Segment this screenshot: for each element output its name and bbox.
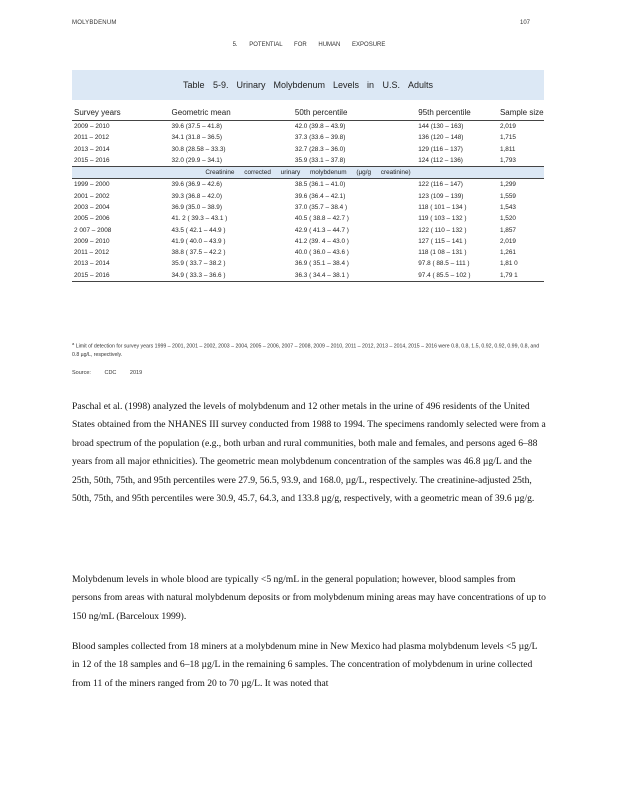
table-source: Source: CDC 2019 <box>72 370 143 376</box>
table-title-part: Adults <box>408 80 434 90</box>
table-cell: 1,559 <box>499 192 516 200</box>
table-cell: 118 (1 08 – 131 ) <box>418 249 467 257</box>
table-title-part: Levels <box>333 80 360 90</box>
table-cell: 2013 – 2014 <box>74 260 110 268</box>
page-number: 107 <box>519 20 530 26</box>
table-row <box>72 190 544 201</box>
table-cell: 39.6 (37.5 – 41.8) <box>171 123 222 131</box>
table-cell: 38.5 (36.1 – 41.0) <box>294 181 346 189</box>
table-cell: 2005 – 2006 <box>74 215 110 223</box>
table-cell: 136 (120 – 148) <box>418 134 464 142</box>
running-header-title: MOLYBDENUM <box>72 20 117 26</box>
table-row <box>72 155 544 167</box>
table-cell: 118 ( 101 – 134 ) <box>418 203 467 211</box>
table-cell: 2001 – 2002 <box>74 192 110 200</box>
table-row <box>72 132 544 143</box>
table-cell: 2009 – 2010 <box>74 123 110 131</box>
table-cell: 34.9 ( 33.3 – 36.6 ) <box>172 270 295 282</box>
table-row <box>72 213 544 224</box>
data-table <box>72 100 544 282</box>
table-title-part: in U.S. <box>367 80 401 90</box>
paragraph: Paschal et al. (1998) analyzed the levels of molybdenum and 12 other metals in the urine of 496 residents of the United States obtained from the NHANES III survey conducted from 1988 to 1994. The specimens randomly selected were from a broad spectrum of the population (e.g., both urban and rural communities, both male and females, and persons aged 6–88 years from all major ethnicities). The geometric mean molybdenum concentration of the samples was 46.8 µg/L and the 25th, 50th, 75th, and 95th percentiles were 27.9, 56.5, 93.9, and 168.0, µg/L, respectively. The creatinine-adjusted 25th, 50th, 75th, and 95th percentiles were 30.9, 45.7, 64.3, and 133.8 µg/g, respectively, with a geometric mean of 39.6 µg/g. <box>72 401 546 505</box>
table-cell: 2009 – 2010 <box>74 237 110 245</box>
table-cell: 2015 – 2016 <box>72 270 172 282</box>
table-cell: 30.8 (28.58 – 33.3) <box>171 145 226 153</box>
table-cell: 35.9 ( 33.7 – 38.2 ) <box>171 260 226 268</box>
col-header: Survey years <box>72 100 172 121</box>
table-cell: 1,857 <box>499 226 516 234</box>
table-title <box>72 70 544 100</box>
table-cell: 43.5 ( 42.1 – 44.9 ) <box>171 226 226 234</box>
table-cell: 38.8 ( 37.5 – 42.2 ) <box>171 249 226 257</box>
table-cell: 1,715 <box>499 134 516 142</box>
col-header: Geometric mean <box>172 100 295 121</box>
paragraph: Blood samples collected from 18 miners at a molybdenum mine in New Mexico had plasma molybdenum levels <5 µg/L in 12 of the 18 samples and 6–18 µg/L in the remaining 6 samples. The concentration of molybdenum in urine collected from 11 of the miners ranged from 20 to 70 µg/L. It was noted that <box>72 641 538 689</box>
table-cell: 122 ( 110 – 132 ) <box>418 226 467 234</box>
table-row <box>72 202 544 213</box>
col-header: Sample size <box>500 100 544 121</box>
table-cell: 97.4 ( 85.5 – 102 ) <box>418 270 500 282</box>
table-row <box>72 236 544 247</box>
table-cell: 39.6 (36.9 – 42.6) <box>171 181 222 189</box>
table-row <box>72 247 544 258</box>
table-cell: 41.2 (39. 4 – 43.0 ) <box>294 237 349 245</box>
table-cell: 42.0 (39.8 – 43.9) <box>294 123 346 131</box>
table-cell: 2003 – 2004 <box>74 203 110 211</box>
table-cell: 1,543 <box>499 203 516 211</box>
table-cell: 2 007 – 2008 <box>74 226 112 234</box>
table-subheader: Creatinine corrected urinary molybdenum (µg/g creatinine) <box>72 167 544 179</box>
table-title-part: Urinary <box>236 80 266 90</box>
table-cell: 40.5 ( 38.8 – 42.7 ) <box>294 215 349 223</box>
table-cell: 41. 2 ( 39.3 – 43.1 ) <box>171 215 228 223</box>
table-row <box>72 224 544 235</box>
table-row <box>72 258 544 269</box>
table-cell: 37.0 (35.7 – 38.4 ) <box>294 203 348 211</box>
molybdenum-table <box>72 70 544 282</box>
table-cell: 144 (130 – 163) <box>418 123 464 131</box>
table-row <box>72 179 544 191</box>
table-title-part: Molybdenum <box>273 80 326 90</box>
table-cell: 1,811 <box>499 145 516 153</box>
table-row <box>72 144 544 155</box>
footnote-text: Limit of detection for survey years 1999 – 2001, 2001 – 2002, 2003 – 2004, 2005 – 2006, 2007 – 2008, 2009 – 2010, 2011 – 2012, 2013 – 2014, 2015 – 2016 were 0.8, 0.8, 1.5, 0.92, 0.92, 0.99, 0.8, and 0.8 µg/L, respectively. <box>72 343 540 359</box>
table-cell: 32.7 (28.3 – 36.0) <box>294 145 346 153</box>
table-title-part: Table 5-9. <box>182 80 229 90</box>
table-cell: 42.9 ( 41.3 – 44.7 ) <box>294 226 349 234</box>
table-cell: 36.3 ( 34.4 – 38.1 ) <box>295 270 418 282</box>
table-cell: 2011 – 2012 <box>74 134 110 142</box>
table-cell: 2013 – 2014 <box>74 145 110 153</box>
paragraph: Molybdenum levels in whole blood are typically <5 ng/mL in the general population; however, blood samples from persons from areas with natural molybdenum deposits or from molybdenum mining areas may have concentrations of up to 150 ng/mL (Barceloux 1999). <box>72 574 546 622</box>
table-row <box>72 121 544 133</box>
chapter-title: 5. POTENTIAL FOR HUMAN EXPOSURE <box>232 42 386 48</box>
table-cell: 40.0 ( 36.0 – 43.6 ) <box>294 249 349 257</box>
table-cell: 2015 – 2016 <box>74 157 110 165</box>
table-cell: 119 ( 103 – 132 ) <box>418 215 467 223</box>
table-cell: 35.9 (33.1 – 37.8) <box>294 157 346 165</box>
footnote-marker: a <box>72 341 75 346</box>
table-cell: 127 ( 115 – 141 ) <box>418 237 467 245</box>
table-cell: 32.0 (29.9 – 34.1) <box>171 157 222 165</box>
table-cell: 97.8 ( 88.5 – 111 ) <box>418 260 470 268</box>
table-cell: 1,520 <box>499 215 516 223</box>
table-subheader-row <box>72 167 544 179</box>
table-cell: 2011 – 2012 <box>74 249 110 257</box>
table-cell: 1999 – 2000 <box>74 181 110 189</box>
table-cell: 34.1 (31.8 – 36.5) <box>171 134 222 142</box>
table-cell: 1,81 0 <box>499 260 518 268</box>
table-cell: 2,019 <box>499 123 516 131</box>
table-cell: 129 (116 – 137) <box>418 145 463 153</box>
table-footnote <box>72 340 542 360</box>
table-cell: 1,79 1 <box>500 270 544 282</box>
table-row <box>72 270 544 282</box>
table-cell: 123 (109 – 139) <box>418 192 464 200</box>
table-cell: 41.9 ( 40.0 – 43.9 ) <box>171 237 226 245</box>
col-header: 50th percentile <box>295 100 418 121</box>
table-cell: 39.6 (36.4 – 42.1) <box>294 192 346 200</box>
table-cell: 124 (112 – 136) <box>418 157 463 165</box>
table-cell: 1,261 <box>499 249 516 257</box>
table-cell: 37.3 (33.6 – 39.8) <box>294 134 346 142</box>
table-cell: 1,299 <box>499 181 516 189</box>
table-cell: 122 (116 – 147) <box>418 181 463 189</box>
col-header: 95th percentile <box>418 100 500 121</box>
table-cell: 36.9 (35.0 – 38.9) <box>171 203 222 211</box>
table-cell: 2,019 <box>499 237 516 245</box>
table-cell: 1,793 <box>499 157 516 165</box>
table-header-row <box>72 100 544 121</box>
table-cell: 39.3 (36.8 – 42.0) <box>171 192 222 200</box>
table-cell: 36.9 ( 35.1 – 38.4 ) <box>294 260 349 268</box>
